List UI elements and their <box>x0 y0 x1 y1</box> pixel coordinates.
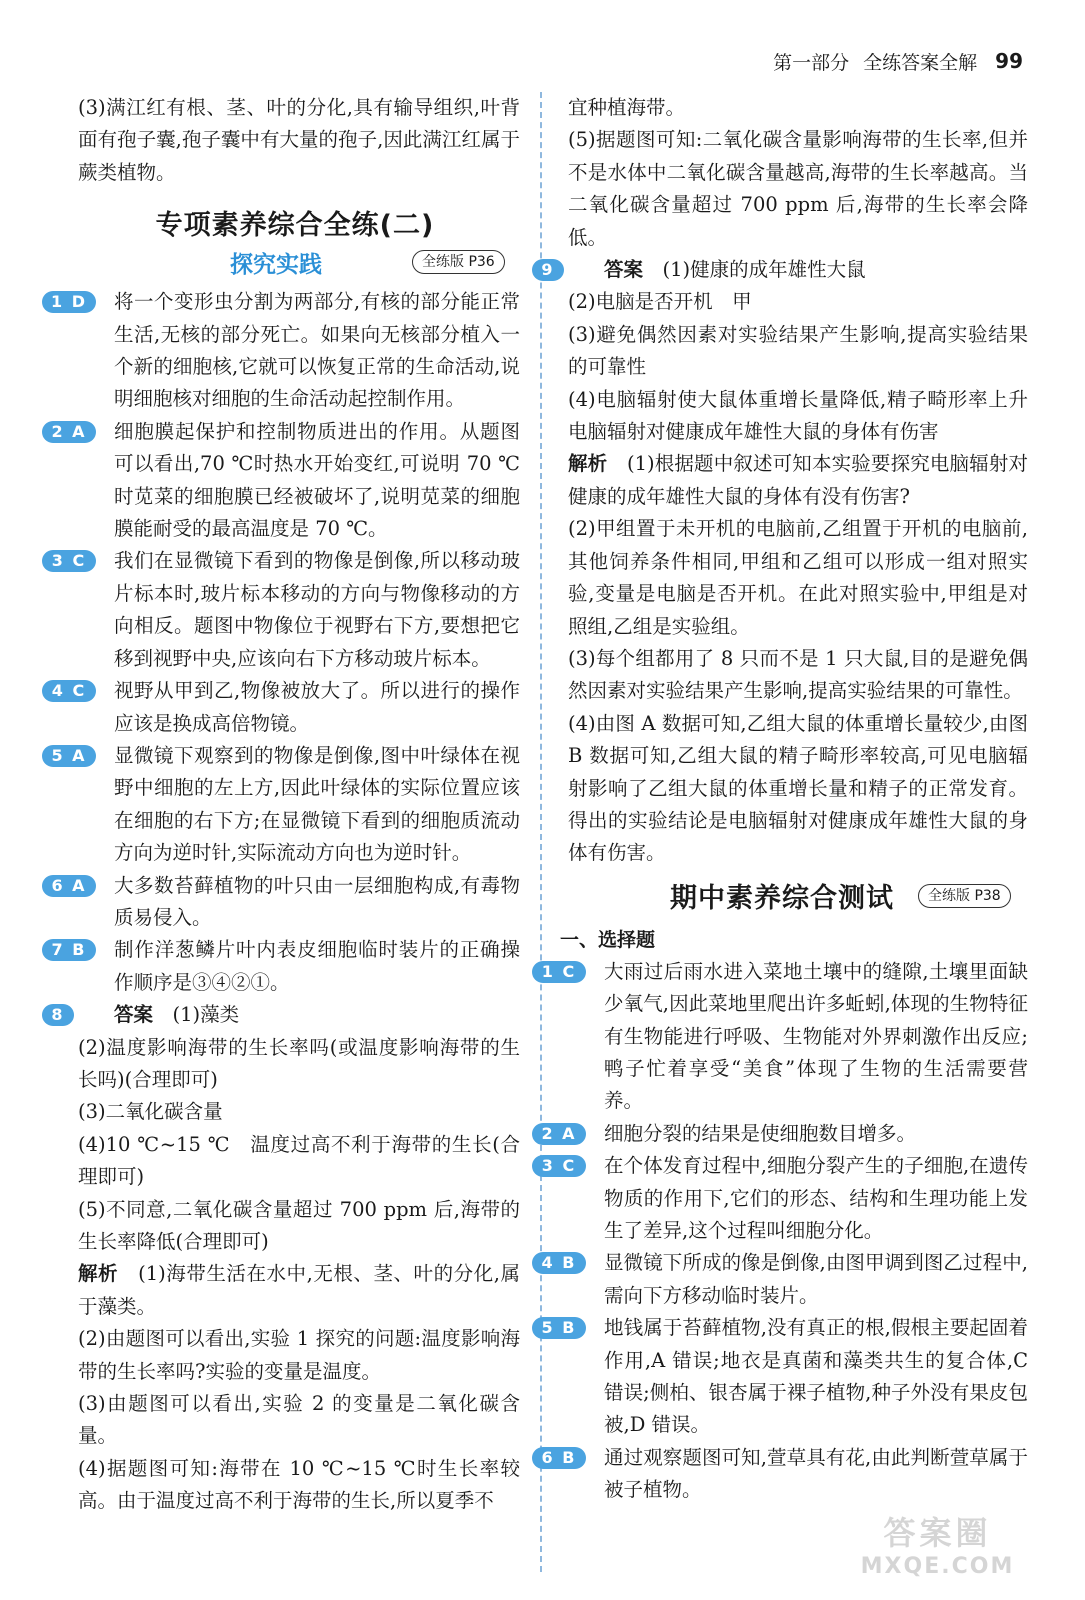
answer-badge: 3 C <box>532 1155 586 1177</box>
analysis-line: (3)每个组都用了 8 只而不是 1 只大鼠,目的是避免偶然因素对实验结果产生影响,提高实验结果的可靠性。 <box>568 646 1028 703</box>
section-title: 专项素养综合全练(二) <box>155 210 435 242</box>
answer-text: 我们在显微镜下看到的物像是倒像,所以移动玻片标本时,玻片标本移动的方向与物像移动的方向相反。题图中物像位于视野右下方,要想把它移到视野中央,应该向右下方移动玻片标本。 <box>114 549 520 670</box>
analysis-first-line <box>560 448 1028 513</box>
answer-badge: 4 C <box>42 680 96 702</box>
analysis-text: (1)根据题中叙述可知本实验要探究电脑辐射对健康的成年雄性大鼠的身体有没有伤害? <box>568 452 1028 508</box>
analysis-text: (1)海带生活在水中,无根、茎、叶的分化,属于藻类。 <box>78 1262 520 1318</box>
answer-text: 制作洋葱鳞片叶内表皮细胞临时装片的正确操作顺序是③④②①。 <box>114 938 520 994</box>
question-badge: 8 <box>42 1004 74 1026</box>
answer-text: (1)藻类 <box>172 1003 240 1027</box>
answer-text: (1)健康的成年雄性大鼠 <box>662 258 866 282</box>
analysis-label: 解析 <box>78 1262 119 1286</box>
answer-text: 细胞分裂的结果是使细胞数目增多。 <box>604 1121 917 1145</box>
list-item <box>51 416 520 546</box>
answer-badge: 6 A <box>42 875 96 897</box>
answer-text: 视野从甲到乙,物像被放大了。所以进行的操作应该是换成高倍物镜。 <box>114 679 520 735</box>
list-item <box>541 1150 1028 1247</box>
answer-text: 细胞膜起保护和控制物质进出的作用。从题图可以看出,70 ℃时热水开始变红,可说明 70 ℃时苋菜的细胞膜已经被破坏了,说明苋菜的细胞膜能耐受的最高温度是 70 ℃。 <box>114 419 520 541</box>
list-item <box>541 1442 1028 1507</box>
answer-badge: 7 B <box>42 939 96 961</box>
answer-text: 显微镜下观察到的物像是倒像,图中叶绿体在视野中细胞的左上方,因此叶绿体的实际位置应该在细胞的右下方;在显微镜下看到的细胞质流动方向为逆时针,实际流动方向也为逆时针。 <box>114 743 520 865</box>
watermark-url: MXQE.COM <box>860 1554 1015 1579</box>
list-item <box>541 956 1028 1118</box>
answer-text: 大雨过后雨水进入菜地土壤中的缝隙,土壤里面缺少氧气,因此菜地里爬出许多蚯蚓,体现的生物特征有生物能进行呼吸、生物能对外界刺激作出反应;鸭子忙着享受“美食”体现了生物的生活需要营养。 <box>604 959 1028 1113</box>
list-item <box>51 545 520 675</box>
answer-line: (3)二氧化碳含量 <box>78 1100 223 1124</box>
answer-badge: 2 A <box>42 421 96 443</box>
left-column <box>51 92 520 1518</box>
answer-badge: 5 B <box>532 1317 586 1339</box>
list-item <box>51 934 520 999</box>
answer-line: (3)避免偶然因素对实验结果产生影响,提高实验结果的可靠性 <box>568 322 1028 379</box>
question-9 <box>541 254 1028 286</box>
question-badge: 9 <box>532 259 564 281</box>
right-column <box>541 92 1048 1507</box>
analysis-line: (4)据题图可知:海带在 10 ℃~15 ℃时生长率较高。由于温度过高不利于海带的生长,所以夏季不 <box>78 1456 520 1513</box>
list-item <box>541 1118 1028 1150</box>
answer-label: 答案 <box>604 258 644 282</box>
analysis-line: (2)甲组置于未开机的电脑前,乙组置于开机的电脑前,其他饲养条件相同,甲组和乙组可以形成一组对照实验,变量是电脑是否开机。在此对照实验中,甲组是对照组,乙组是实验组。 <box>568 517 1028 638</box>
answer-line: (4)电脑辐射使大鼠体重增长量降低,精子畸形率上升 电脑辐射对健康成年雄性大鼠的身体有伤害 <box>568 387 1048 444</box>
list-item <box>51 675 520 740</box>
list-item <box>541 1312 1028 1442</box>
answer-badge: 2 A <box>532 1123 586 1145</box>
header-subtitle: 全练答案全解 <box>863 51 978 74</box>
list-item <box>51 286 520 416</box>
answer-badge: 1 D <box>42 291 96 313</box>
section-title-row <box>560 876 1028 922</box>
answer-first-line <box>114 999 520 1031</box>
answer-text: 大多数苔藓植物的叶只由一层细胞构成,有毒物质易侵入。 <box>114 873 520 929</box>
page-header <box>773 44 1023 78</box>
column-divider <box>540 92 542 1572</box>
answer-badge: 4 B <box>532 1252 586 1274</box>
answer-badge: 5 A <box>42 745 96 767</box>
list-item <box>541 1247 1028 1312</box>
answer-text: 在个体发育过程中,细胞分裂产生的子细胞,在遗传物质的作用下,它们的形态、结构和生理功能上发生了差异,这个过程叫细胞分化。 <box>604 1154 1028 1242</box>
page-reference-badge: 全练版 P38 <box>918 884 1011 908</box>
answer-label: 答案 <box>114 1003 154 1027</box>
section-title: 期中素养综合测试 <box>670 882 894 914</box>
section-heading: 一、选择题 <box>560 928 656 951</box>
answer-badge: 6 B <box>532 1447 586 1469</box>
continued-text: 宜种植海带。 <box>568 96 686 119</box>
analysis-line: (3)由题图可以看出,实验 2 的变量是二氧化碳含量。 <box>78 1392 520 1448</box>
list-item <box>51 740 520 870</box>
answer-line: (4)10 ℃~15 ℃ 温度过高不利于海带的生长(合理即可) <box>78 1132 520 1189</box>
page-number: 99 <box>995 49 1023 73</box>
subtitle-row <box>70 246 520 286</box>
answer-text: 将一个变形虫分割为两部分,有核的部分能正常生活,无核的部分死亡。如果向无核部分植入一个新的细胞核,它就可以恢复正常的生命活动,说明细胞核对细胞的生命活动起控制作用。 <box>114 290 520 411</box>
question-8 <box>51 999 520 1031</box>
answer-text: 通过观察题图可知,萱草具有花,由此判断萱草属于被子植物。 <box>604 1445 1028 1502</box>
page-reference-badge: 全练版 P36 <box>412 250 505 274</box>
answer-first-line <box>604 254 1028 286</box>
analysis-line: (5)据题图可知:二氧化碳含量影响海带的生长率,但并不是水体中二氧化碳含量越高,海带的生长率越高。当二氧化碳含量超过 700 ppm 后,海带的生长率会降低。 <box>568 128 1028 249</box>
answer-line: (5)不同意,二氧化碳含量超过 700 ppm 后,海带的生长率降低(合理即可) <box>78 1197 520 1253</box>
analysis-line: (4)由图 A 数据可知,乙组大鼠的体重增长量较少,由图 B 数据可知,乙组大鼠的精子畸形率较高,可见电脑辐射影响了乙组大鼠的体重增长量和精子的正常发育。得出的实验结论是电脑辐射对健康成年雄性大鼠的身体有伤害。 <box>568 711 1028 865</box>
intro-paragraph: (3)满江红有根、茎、叶的分化,具有输导组织,叶背面有孢子囊,孢子囊中有大量的孢子,因此满江红属于蕨类植物。 <box>78 96 520 184</box>
analysis-label: 解析 <box>568 452 608 476</box>
analysis-first-line <box>70 1258 520 1323</box>
watermark-logo-text: 答案圈 <box>883 1514 992 1552</box>
answer-text: 显微镜下所成的像是倒像,由图甲调到图乙过程中,需向下方移动临时装片。 <box>604 1251 1028 1307</box>
section-subtitle: 探究实践 <box>230 252 322 279</box>
answer-line: (2)电脑是否开机 甲 <box>568 290 752 314</box>
analysis-line: (2)由题图可以看出,实验 1 探究的问题:温度影响海带的生长率吗?实验的变量是温度。 <box>78 1327 520 1383</box>
answer-line: (2)温度影响海带的生长率吗(或温度影响海带的生长吗)(合理即可) <box>78 1035 520 1091</box>
watermark <box>830 1508 1045 1578</box>
header-section: 第一部分 <box>773 51 850 74</box>
answer-text: 地钱属于苔藓植物,没有真正的根,假根主要起固着作用,A 错误;地衣是真菌和藻类共生的复合体,C 错误;侧柏、银杏属于裸子植物,种子外没有果皮包被,D 错误。 <box>604 1316 1028 1437</box>
list-item <box>51 870 520 935</box>
answer-badge: 1 C <box>532 961 586 983</box>
answer-badge: 3 C <box>42 550 96 572</box>
